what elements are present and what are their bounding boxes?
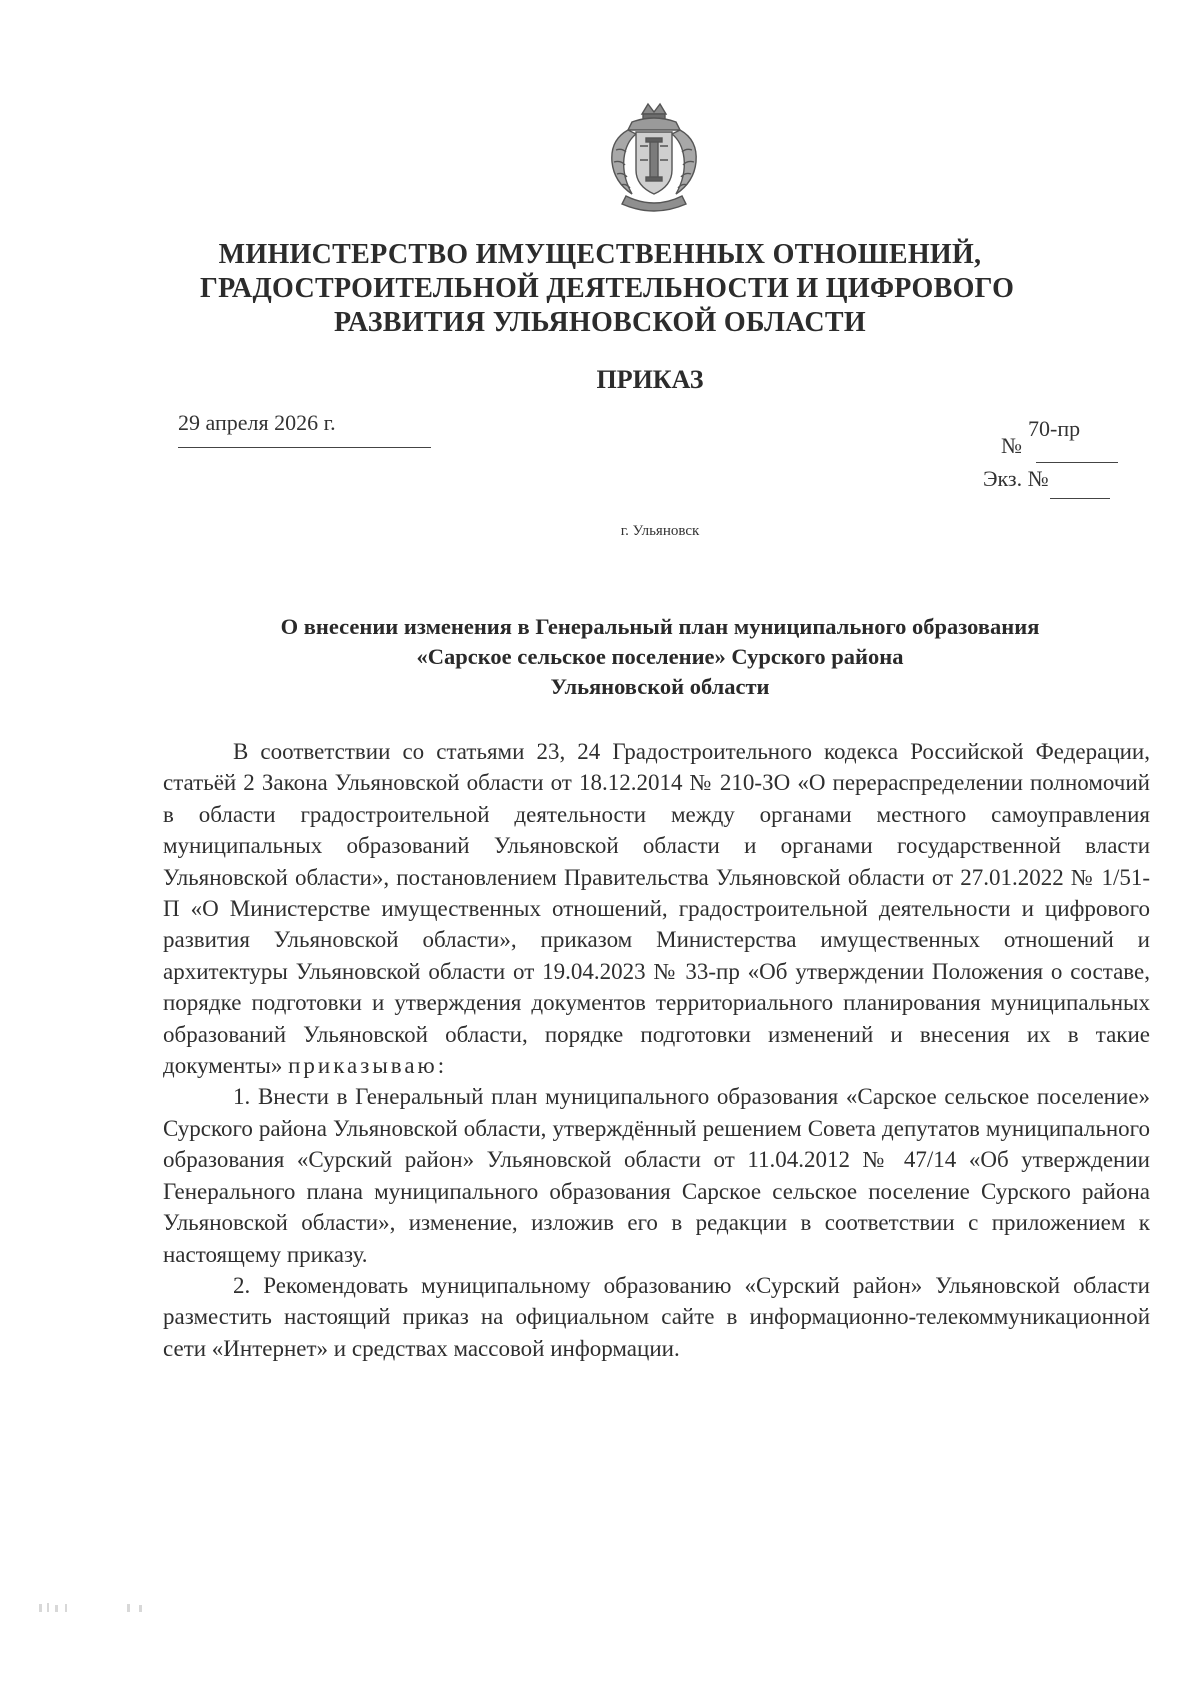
order-body <box>163 736 1150 1364</box>
scan-noise <box>35 1600 165 1616</box>
copy-number-underline <box>1050 498 1110 499</box>
city-label: г. Ульяновск <box>620 523 700 539</box>
subject-line: «Сарское сельское поселение» Сурского района <box>416 644 904 669</box>
order-subject <box>160 612 1160 702</box>
ministry-header-line: МИНИСТЕРСТВО ИМУЩЕСТВЕННЫХ ОТНОШЕНИЙ, <box>218 239 982 270</box>
ministry-header-line: ГРАДОСТРОИТЕЛЬНОЙ ДЕЯТЕЛЬНОСТИ И ЦИФРОВОГО <box>200 273 1015 304</box>
order-number-value: 70-пр <box>1028 416 1081 441</box>
date-underline <box>178 447 431 448</box>
order-word: приказываю: <box>288 1053 448 1079</box>
copy-number-label: Экз. № <box>983 466 1049 491</box>
preamble-paragraph <box>163 736 1150 1081</box>
subject-line: О внесении изменения в Генеральный план муниципального образования <box>280 614 1040 639</box>
order-date: 29 апреля 2026 г. <box>178 410 336 435</box>
preamble-text: В соответствии со статьями 23, 24 Градостроительного кодекса Российской Федерации, статьёй 2 Закона Ульяновской области от 18.12.2014 № 210-ЗО «О перераспределении полномочий в области градостроительной деятельности между органами местного самоуправления муниципальных образований Ульяновской области и органами государственной власти Ульяновской области», постановлением Правительства Ульяновской области от 27.01.2022 № 1/51-П «О Министерстве имущественных отношений, градостроительной деятельности и цифрового развития Ульяновской области», приказом Министерства имущественных отношений и архитектуры Ульяновской области от 19.04.2023 № 33-пр «Об утверждении Положения о составе, порядке подготовки и утверждения документов территориального планирования муниципальных образований Ульяновской области, порядке подготовки изменений и внесения их в такие документы» <box>163 739 1150 1079</box>
ministry-header <box>200 238 1015 340</box>
order-title: ПРИКАЗ <box>596 365 704 394</box>
number-underline <box>1036 462 1118 463</box>
order-number-label: № <box>1001 433 1022 458</box>
ministry-header-line: РАЗВИТИЯ УЛЬЯНОВСКОЙ ОБЛАСТИ <box>334 307 866 338</box>
subject-line: Ульяновской области <box>550 674 770 699</box>
coat-of-arms-emblem <box>602 100 706 214</box>
item-2-paragraph: 2. Рекомендовать муниципальному образованию «Сурский район» Ульяновской области разместить настоящий приказ на официальном сайте в информационно-телекоммуникационной сети «Интернет» и средствах массовой информации. <box>163 1272 1150 1361</box>
item-1-paragraph: 1. Внести в Генеральный план муниципального образования «Сарское сельское поселение» Сурского района Ульяновской области, утверждённый решением Совета депутатов муниципального образования «Сурский район» Ульяновской области от 11.04.2012 № 47/14 «Об утверждении Генерального плана муниципального образования Сарское сельское поселение Сурского района Ульяновской области», изменение, изложив его в редакции в соответствии с приложением к настоящему приказу. <box>163 1084 1150 1267</box>
